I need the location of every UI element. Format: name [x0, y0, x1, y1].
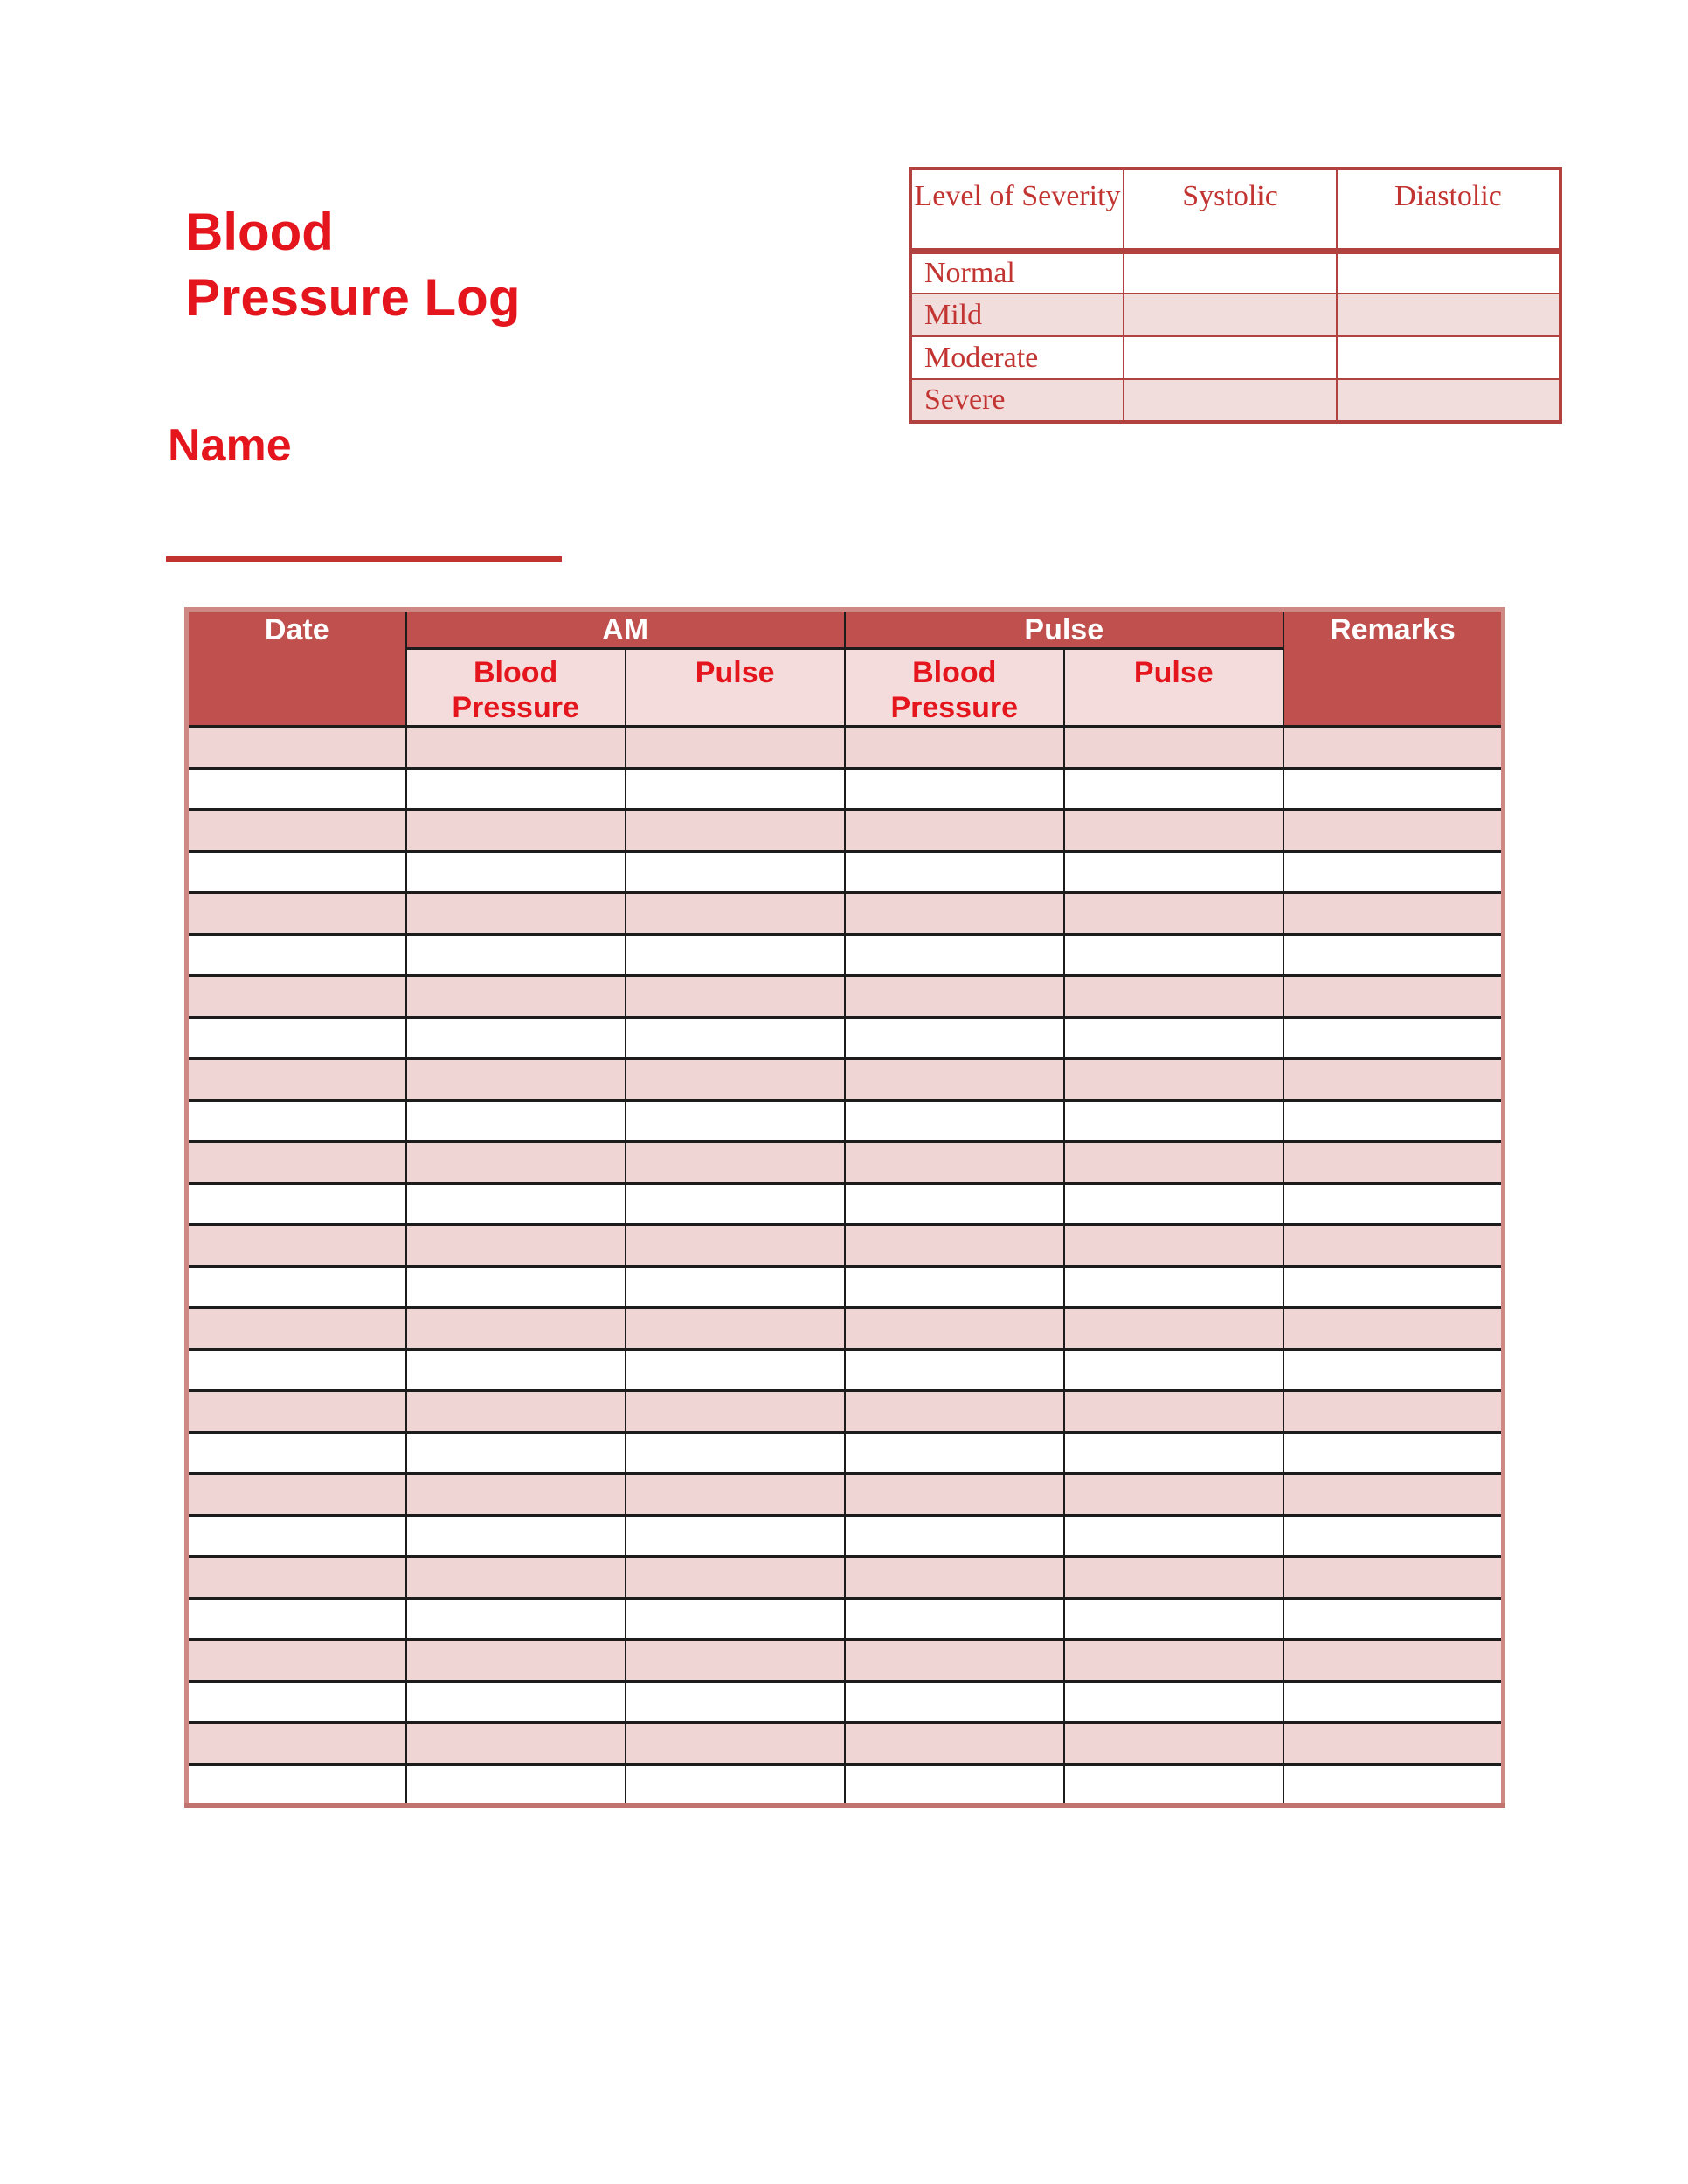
log-row: [187, 1017, 1504, 1059]
log-row: [187, 1266, 1504, 1308]
log-cell-remarks: [1283, 1681, 1504, 1723]
log-row: [187, 893, 1504, 935]
log-cell-remarks: [1283, 1640, 1504, 1682]
log-row: [187, 1391, 1504, 1433]
blood-pressure-log-table: [184, 607, 1505, 1808]
log-cell-am-blood-pressure: [406, 1640, 626, 1682]
log-cell-pm-blood-pressure: [845, 1557, 1064, 1599]
log-cell-am-pulse: [626, 1183, 845, 1225]
log-row: [187, 768, 1504, 810]
log-cell-pm-pulse: [1064, 727, 1283, 769]
log-cell-remarks: [1283, 1183, 1504, 1225]
page-title-line2: Pressure Log: [185, 268, 521, 327]
severity-header-level: Level of Severity: [910, 169, 1124, 251]
subheader-pm-blood-pressure: Blood Pressure: [845, 649, 1064, 727]
log-cell-pm-pulse: [1064, 1183, 1283, 1225]
log-row: [187, 1308, 1504, 1350]
log-cell-pm-blood-pressure: [845, 1225, 1064, 1267]
log-cell-pm-pulse: [1064, 1391, 1283, 1433]
log-cell-remarks: [1283, 934, 1504, 976]
log-cell-pm-pulse: [1064, 1266, 1283, 1308]
severity-level-label: Moderate: [910, 336, 1124, 379]
log-cell-pm-pulse: [1064, 893, 1283, 935]
log-cell-am-blood-pressure: [406, 1183, 626, 1225]
log-cell-am-blood-pressure: [406, 1598, 626, 1640]
log-cell-date: [187, 1557, 406, 1599]
log-cell-pm-blood-pressure: [845, 1391, 1064, 1433]
log-cell-pm-pulse: [1064, 1764, 1283, 1806]
log-cell-remarks: [1283, 1266, 1504, 1308]
log-cell-am-pulse: [626, 1640, 845, 1682]
log-cell-am-blood-pressure: [406, 893, 626, 935]
log-cell-remarks: [1283, 893, 1504, 935]
log-row: [187, 810, 1504, 852]
severity-row: [910, 336, 1560, 379]
log-cell-pm-pulse: [1064, 1557, 1283, 1599]
log-cell-am-pulse: [626, 810, 845, 852]
log-cell-am-pulse: [626, 1432, 845, 1474]
log-cell-remarks: [1283, 1349, 1504, 1391]
log-cell-date: [187, 1391, 406, 1433]
log-cell-am-blood-pressure: [406, 1515, 626, 1557]
severity-level-label: Normal: [910, 251, 1124, 294]
log-cell-am-blood-pressure: [406, 1017, 626, 1059]
log-cell-am-blood-pressure: [406, 1349, 626, 1391]
log-cell-pm-pulse: [1064, 1349, 1283, 1391]
log-cell-am-blood-pressure: [406, 1432, 626, 1474]
name-label: Name: [168, 420, 292, 471]
group-header-am: AM: [406, 610, 845, 649]
log-cell-am-pulse: [626, 1308, 845, 1350]
log-cell-am-pulse: [626, 1017, 845, 1059]
severity-row: [910, 251, 1560, 294]
log-cell-pm-pulse: [1064, 1142, 1283, 1184]
log-cell-date: [187, 893, 406, 935]
log-cell-am-blood-pressure: [406, 1764, 626, 1806]
log-cell-pm-pulse: [1064, 1225, 1283, 1267]
log-cell-date: [187, 934, 406, 976]
log-cell-pm-blood-pressure: [845, 1183, 1064, 1225]
log-cell-date: [187, 1723, 406, 1765]
log-cell-am-blood-pressure: [406, 1681, 626, 1723]
log-cell-date: [187, 1308, 406, 1350]
log-cell-pm-blood-pressure: [845, 1598, 1064, 1640]
log-cell-am-blood-pressure: [406, 976, 626, 1018]
log-row: [187, 1598, 1504, 1640]
log-cell-pm-blood-pressure: [845, 1100, 1064, 1142]
log-cell-am-blood-pressure: [406, 1474, 626, 1516]
log-cell-remarks: [1283, 1764, 1504, 1806]
log-cell-remarks: [1283, 976, 1504, 1018]
severity-header-diastolic: Diastolic: [1337, 169, 1560, 251]
log-cell-am-blood-pressure: [406, 1100, 626, 1142]
column-header-date: Date: [187, 610, 406, 727]
log-row: [187, 1183, 1504, 1225]
log-cell-pm-pulse: [1064, 1681, 1283, 1723]
log-cell-pm-pulse: [1064, 1474, 1283, 1516]
log-cell-remarks: [1283, 810, 1504, 852]
log-row: [187, 1557, 1504, 1599]
log-cell-am-pulse: [626, 1598, 845, 1640]
log-cell-am-blood-pressure: [406, 1225, 626, 1267]
log-cell-remarks: [1283, 1142, 1504, 1184]
log-cell-am-pulse: [626, 1059, 845, 1101]
log-cell-date: [187, 976, 406, 1018]
group-header-pm: Pulse: [845, 610, 1283, 649]
log-row: [187, 1515, 1504, 1557]
severity-systolic-cell: [1124, 336, 1337, 379]
log-cell-am-pulse: [626, 1723, 845, 1765]
log-row: [187, 1142, 1504, 1184]
log-cell-remarks: [1283, 1432, 1504, 1474]
log-cell-date: [187, 1474, 406, 1516]
severity-diastolic-cell: [1337, 294, 1560, 336]
log-row: [187, 1764, 1504, 1806]
log-cell-am-pulse: [626, 893, 845, 935]
log-cell-pm-pulse: [1064, 1059, 1283, 1101]
log-row: [187, 976, 1504, 1018]
log-cell-pm-blood-pressure: [845, 1723, 1064, 1765]
log-cell-remarks: [1283, 1100, 1504, 1142]
log-cell-am-pulse: [626, 1557, 845, 1599]
log-cell-am-pulse: [626, 1349, 845, 1391]
log-cell-am-blood-pressure: [406, 1142, 626, 1184]
severity-systolic-cell: [1124, 379, 1337, 422]
log-row: [187, 1059, 1504, 1101]
log-cell-date: [187, 1515, 406, 1557]
log-row: [187, 851, 1504, 893]
log-cell-remarks: [1283, 727, 1504, 769]
log-cell-pm-blood-pressure: [845, 976, 1064, 1018]
log-cell-pm-blood-pressure: [845, 1432, 1064, 1474]
log-row: [187, 1100, 1504, 1142]
log-row: [187, 1225, 1504, 1267]
log-cell-remarks: [1283, 1059, 1504, 1101]
log-cell-am-blood-pressure: [406, 1557, 626, 1599]
log-row: [187, 1474, 1504, 1516]
log-row: [187, 727, 1504, 769]
log-cell-am-blood-pressure: [406, 934, 626, 976]
log-cell-remarks: [1283, 1557, 1504, 1599]
log-cell-remarks: [1283, 1308, 1504, 1350]
log-row: [187, 1723, 1504, 1765]
log-cell-am-blood-pressure: [406, 1723, 626, 1765]
log-cell-remarks: [1283, 1515, 1504, 1557]
log-row: [187, 1432, 1504, 1474]
log-cell-pm-blood-pressure: [845, 1308, 1064, 1350]
log-cell-pm-pulse: [1064, 851, 1283, 893]
severity-table-body: [910, 251, 1560, 422]
log-cell-date: [187, 851, 406, 893]
subheader-am-blood-pressure: Blood Pressure: [406, 649, 626, 727]
log-cell-date: [187, 810, 406, 852]
log-cell-am-pulse: [626, 727, 845, 769]
log-cell-am-pulse: [626, 1681, 845, 1723]
log-cell-pm-blood-pressure: [845, 768, 1064, 810]
log-cell-am-pulse: [626, 1474, 845, 1516]
log-cell-am-pulse: [626, 1266, 845, 1308]
log-cell-remarks: [1283, 851, 1504, 893]
log-cell-am-blood-pressure: [406, 727, 626, 769]
log-cell-am-pulse: [626, 1142, 845, 1184]
log-cell-pm-blood-pressure: [845, 810, 1064, 852]
log-cell-date: [187, 768, 406, 810]
log-cell-pm-pulse: [1064, 934, 1283, 976]
log-cell-pm-pulse: [1064, 1432, 1283, 1474]
log-cell-date: [187, 1142, 406, 1184]
log-cell-pm-pulse: [1064, 810, 1283, 852]
log-cell-date: [187, 1266, 406, 1308]
column-header-remarks: Remarks: [1283, 610, 1504, 727]
log-cell-pm-blood-pressure: [845, 727, 1064, 769]
log-cell-pm-blood-pressure: [845, 851, 1064, 893]
log-row: [187, 934, 1504, 976]
severity-systolic-cell: [1124, 251, 1337, 294]
severity-systolic-cell: [1124, 294, 1337, 336]
log-cell-date: [187, 1225, 406, 1267]
log-cell-remarks: [1283, 1598, 1504, 1640]
log-cell-am-pulse: [626, 934, 845, 976]
log-cell-pm-pulse: [1064, 1515, 1283, 1557]
log-cell-pm-blood-pressure: [845, 1640, 1064, 1682]
log-cell-pm-blood-pressure: [845, 1266, 1064, 1308]
log-cell-am-pulse: [626, 1764, 845, 1806]
log-cell-am-pulse: [626, 1391, 845, 1433]
page-title: [185, 199, 520, 330]
severity-reference-table: [909, 167, 1562, 424]
log-cell-pm-pulse: [1064, 976, 1283, 1018]
log-cell-date: [187, 727, 406, 769]
log-cell-date: [187, 1100, 406, 1142]
severity-level-label: Mild: [910, 294, 1124, 336]
log-cell-date: [187, 1764, 406, 1806]
log-cell-am-blood-pressure: [406, 1266, 626, 1308]
severity-row: [910, 379, 1560, 422]
log-cell-pm-pulse: [1064, 1640, 1283, 1682]
log-cell-pm-blood-pressure: [845, 1681, 1064, 1723]
log-cell-pm-pulse: [1064, 1017, 1283, 1059]
log-cell-remarks: [1283, 1723, 1504, 1765]
log-cell-pm-blood-pressure: [845, 1474, 1064, 1516]
log-cell-pm-blood-pressure: [845, 1349, 1064, 1391]
log-cell-pm-blood-pressure: [845, 893, 1064, 935]
log-cell-date: [187, 1059, 406, 1101]
severity-level-label: Severe: [910, 379, 1124, 422]
severity-diastolic-cell: [1337, 379, 1560, 422]
log-cell-am-blood-pressure: [406, 768, 626, 810]
log-cell-pm-blood-pressure: [845, 1515, 1064, 1557]
log-cell-remarks: [1283, 1391, 1504, 1433]
log-cell-date: [187, 1681, 406, 1723]
log-cell-pm-pulse: [1064, 1308, 1283, 1350]
name-underline: [166, 556, 562, 562]
log-cell-remarks: [1283, 1474, 1504, 1516]
severity-diastolic-cell: [1337, 336, 1560, 379]
log-cell-pm-pulse: [1064, 1723, 1283, 1765]
log-cell-am-blood-pressure: [406, 1059, 626, 1101]
log-cell-date: [187, 1432, 406, 1474]
severity-header-systolic: Systolic: [1124, 169, 1337, 251]
log-cell-am-pulse: [626, 1100, 845, 1142]
log-cell-am-blood-pressure: [406, 1308, 626, 1350]
subheader-pm-pulse: Pulse: [1064, 649, 1283, 727]
log-cell-pm-pulse: [1064, 1598, 1283, 1640]
log-cell-remarks: [1283, 1017, 1504, 1059]
log-cell-date: [187, 1640, 406, 1682]
log-cell-am-pulse: [626, 1515, 845, 1557]
log-cell-am-pulse: [626, 851, 845, 893]
log-cell-pm-blood-pressure: [845, 1142, 1064, 1184]
log-cell-am-blood-pressure: [406, 1391, 626, 1433]
log-cell-am-pulse: [626, 768, 845, 810]
log-row: [187, 1681, 1504, 1723]
log-cell-am-pulse: [626, 1225, 845, 1267]
severity-header-row: [910, 169, 1560, 251]
log-cell-pm-blood-pressure: [845, 934, 1064, 976]
log-table-group-header-row: [187, 610, 1504, 649]
log-cell-pm-blood-pressure: [845, 1059, 1064, 1101]
log-cell-pm-blood-pressure: [845, 1764, 1064, 1806]
log-cell-date: [187, 1598, 406, 1640]
log-cell-pm-blood-pressure: [845, 1017, 1064, 1059]
log-cell-pm-pulse: [1064, 768, 1283, 810]
log-cell-date: [187, 1017, 406, 1059]
subheader-am-pulse: Pulse: [626, 649, 845, 727]
log-cell-remarks: [1283, 768, 1504, 810]
page-title-line1: Blood: [185, 203, 334, 261]
severity-diastolic-cell: [1337, 251, 1560, 294]
log-row: [187, 1640, 1504, 1682]
log-table-body: [187, 727, 1504, 1806]
log-cell-date: [187, 1349, 406, 1391]
log-cell-am-blood-pressure: [406, 810, 626, 852]
log-row: [187, 1349, 1504, 1391]
severity-row: [910, 294, 1560, 336]
log-cell-am-blood-pressure: [406, 851, 626, 893]
log-cell-pm-pulse: [1064, 1100, 1283, 1142]
log-cell-date: [187, 1183, 406, 1225]
log-cell-remarks: [1283, 1225, 1504, 1267]
log-cell-am-pulse: [626, 976, 845, 1018]
